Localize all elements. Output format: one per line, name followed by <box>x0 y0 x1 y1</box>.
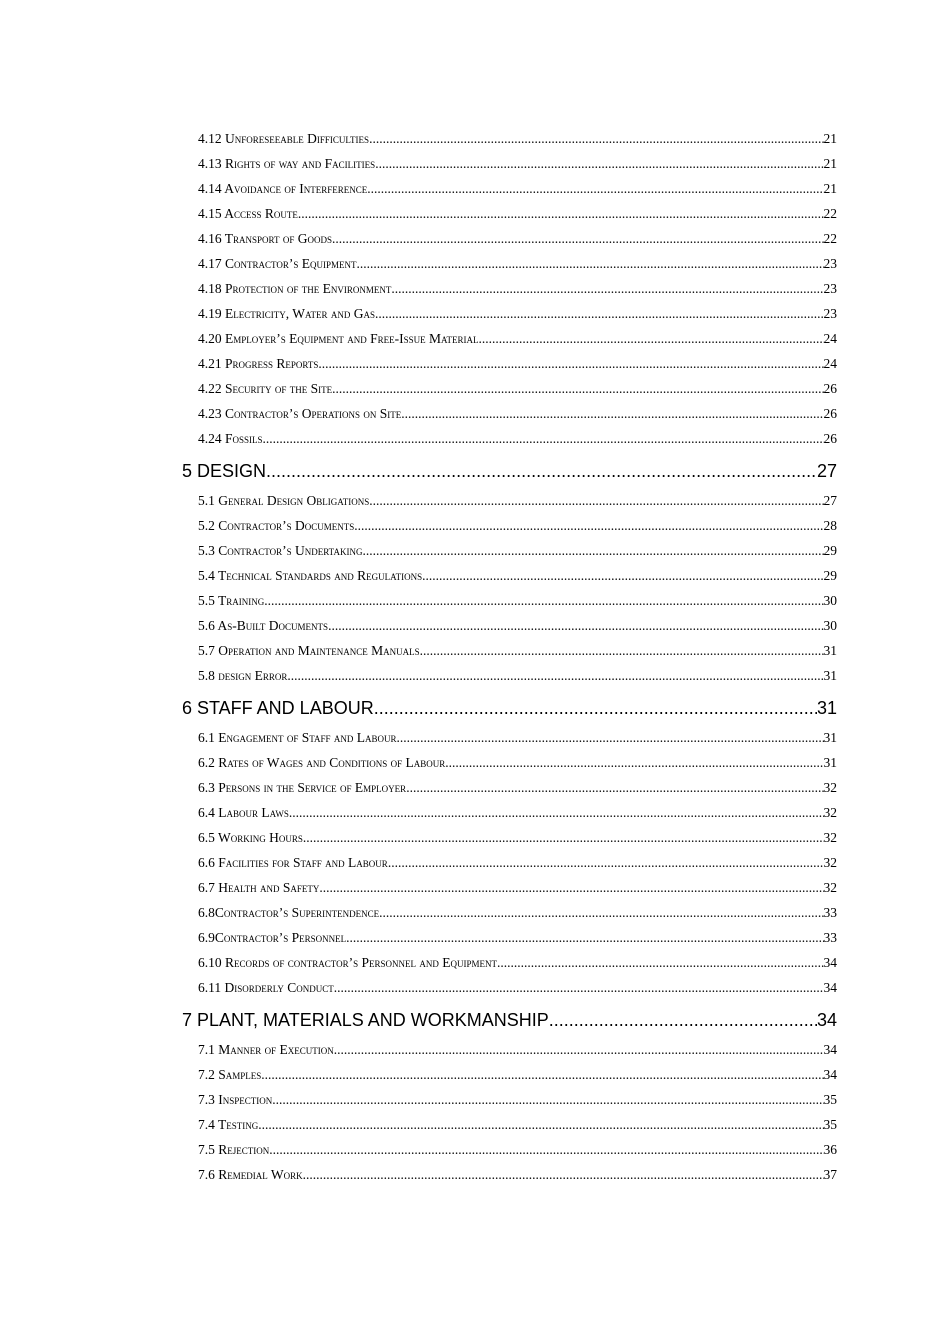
toc-entry-page-number: 27 <box>823 493 837 508</box>
dot-leader <box>401 401 823 426</box>
dot-leader <box>445 750 823 775</box>
toc-chapter-entry[interactable] <box>182 691 837 725</box>
toc-section-entry[interactable] <box>182 638 837 663</box>
toc-entry-title: 7 PLANT, MATERIALS AND WORKMANSHIP <box>182 1010 549 1030</box>
toc-entry-page-number: 29 <box>823 543 837 558</box>
toc-entry-title: 5.1 General Design Obligations <box>198 493 370 508</box>
toc-entry-page-number: 37 <box>823 1167 837 1182</box>
dot-leader <box>318 351 823 376</box>
dot-leader <box>319 875 823 900</box>
toc-entry-page-number: 26 <box>823 406 837 421</box>
dot-leader <box>379 900 823 925</box>
toc-entry-title: 4.18 Protection of the Environment <box>198 281 392 296</box>
toc-entry-page-number: 36 <box>823 1142 837 1157</box>
toc-section-entry[interactable] <box>182 850 837 875</box>
dot-leader <box>406 775 823 800</box>
toc-entry-title: 5.5 Training <box>198 593 265 608</box>
dot-leader <box>362 538 823 563</box>
dot-leader <box>287 663 823 688</box>
dot-leader <box>334 975 824 1000</box>
dot-leader <box>264 588 823 613</box>
toc-entry-title: 4.14 Avoidance of Interference <box>198 181 368 196</box>
toc-entry-page-number: 30 <box>823 593 837 608</box>
toc-entry-title: 4.16 Transport of Goods <box>198 231 332 246</box>
toc-entry-title: 6.2 Rates of Wages and Conditions of Labour <box>198 755 446 770</box>
toc-section-entry[interactable] <box>182 251 837 276</box>
toc-section-entry[interactable] <box>182 1087 837 1112</box>
toc-section-entry[interactable] <box>182 226 837 251</box>
toc-entry-title: 7.3 Inspection <box>198 1092 273 1107</box>
toc-entry-page-number: 26 <box>823 431 837 446</box>
toc-entry-title: 5.8 design Error <box>198 668 288 683</box>
toc-entry-page-number: 22 <box>823 231 837 246</box>
dot-leader <box>263 426 824 451</box>
toc-entry-title: 5.2 Contractor’s Documents <box>198 518 355 533</box>
dot-leader <box>369 488 823 513</box>
toc-entry-title: 7.2 Samples <box>198 1067 262 1082</box>
toc-section-entry[interactable] <box>182 1112 837 1137</box>
dot-leader <box>422 563 823 588</box>
toc-entry-title: 4.15 Access Route <box>198 206 298 221</box>
toc-entry-page-number: 23 <box>823 306 837 321</box>
toc-entry-page-number: 34 <box>816 1010 837 1030</box>
dot-leader <box>303 825 824 850</box>
toc-entry-title: 6 STAFF AND LABOUR <box>182 698 374 718</box>
toc-section-entry[interactable] <box>182 538 837 563</box>
toc-entry-page-number: 32 <box>823 855 837 870</box>
toc-entry-title: 6.11 Disorderly Conduct <box>198 980 334 995</box>
toc-entry-title: 4.20 Employer’s Equipment and Free-Issue Material <box>198 331 479 346</box>
toc-entry-title: 4.19 Electricity, Water and Gas <box>198 306 375 321</box>
dot-leader <box>334 1037 824 1062</box>
toc-entry-page-number: 21 <box>823 156 837 171</box>
toc-section-entry[interactable] <box>182 488 837 513</box>
toc-section-entry[interactable] <box>182 426 837 451</box>
toc-entry-page-number: 31 <box>823 668 837 683</box>
toc-entry-title: 6.10 Records of contractor’s Personnel and Equipment <box>198 955 497 970</box>
toc-entry-title: 5 DESIGN <box>182 461 267 481</box>
dot-leader <box>369 126 823 151</box>
toc-section-entry[interactable] <box>182 1137 837 1162</box>
table-of-contents <box>182 126 837 1187</box>
toc-entry-page-number: 32 <box>823 780 837 795</box>
toc-section-entry[interactable] <box>182 1037 837 1062</box>
toc-entry-title: 4.17 Contractor’s Equipment <box>198 256 357 271</box>
dot-leader <box>298 201 824 226</box>
toc-entry-page-number: 22 <box>823 206 837 221</box>
toc-entry-page-number: 24 <box>823 331 837 346</box>
dot-leader <box>272 1087 823 1112</box>
toc-entry-page-number: 31 <box>816 698 837 718</box>
toc-entry-title: 4.21 Progress Reports <box>198 356 319 371</box>
toc-entry-title: 7.4 Testing <box>198 1117 259 1132</box>
toc-section-entry[interactable] <box>182 950 837 975</box>
toc-chapter-entry[interactable] <box>182 454 837 488</box>
toc-section-entry[interactable] <box>182 326 837 351</box>
toc-entry-page-number: 35 <box>823 1117 837 1132</box>
toc-entry-title: 5.6 As-Built Documents <box>198 618 329 633</box>
dot-leader <box>289 800 824 825</box>
toc-entry-title: 6.7 Health and Safety <box>198 880 320 895</box>
dot-leader <box>354 513 823 538</box>
toc-section-entry[interactable] <box>182 126 837 151</box>
toc-section-entry[interactable] <box>182 900 837 925</box>
toc-entry-title: 6.8Contractor’s Superintendence <box>198 905 380 920</box>
toc-section-entry[interactable] <box>182 301 837 326</box>
toc-section-entry[interactable] <box>182 925 837 950</box>
toc-section-entry[interactable] <box>182 376 837 401</box>
toc-entry-page-number: 24 <box>823 356 837 371</box>
dot-leader <box>388 850 824 875</box>
dot-leader <box>346 925 823 950</box>
toc-entry-page-number: 21 <box>823 131 837 146</box>
toc-section-entry[interactable] <box>182 563 837 588</box>
dot-leader <box>375 301 824 326</box>
dot-leader <box>356 251 823 276</box>
toc-entry-page-number: 23 <box>823 256 837 271</box>
toc-section-entry[interactable] <box>182 351 837 376</box>
toc-entry-page-number: 32 <box>823 830 837 845</box>
toc-section-entry[interactable] <box>182 513 837 538</box>
toc-entry-title: 5.3 Contractor’s Undertaking <box>198 543 363 558</box>
dot-leader <box>261 1062 823 1087</box>
toc-entry-page-number: 31 <box>823 730 837 745</box>
dot-leader <box>375 151 823 176</box>
dot-leader <box>367 176 823 201</box>
toc-section-entry[interactable] <box>182 176 837 201</box>
dot-leader <box>269 1137 823 1162</box>
toc-entry-page-number: 27 <box>816 461 837 481</box>
toc-entry-title: 6.3 Persons in the Service of Employer <box>198 780 407 795</box>
dot-leader <box>391 276 823 301</box>
dot-leader <box>549 1003 817 1037</box>
toc-entry-page-number: 34 <box>823 1067 837 1082</box>
toc-entry-title: 4.22 Security of the Site <box>198 381 333 396</box>
dot-leader <box>420 638 824 663</box>
toc-section-entry[interactable] <box>182 588 837 613</box>
dot-leader <box>497 950 824 975</box>
dot-leader <box>328 613 823 638</box>
toc-section-entry[interactable] <box>182 201 837 226</box>
dot-leader <box>332 226 824 251</box>
toc-entry-page-number: 34 <box>823 1042 837 1057</box>
toc-entry-page-number: 35 <box>823 1092 837 1107</box>
toc-section-entry[interactable] <box>182 975 837 1000</box>
toc-section-entry[interactable] <box>182 613 837 638</box>
toc-section-entry[interactable] <box>182 401 837 426</box>
toc-entry-title: 6.4 Labour Laws <box>198 805 289 820</box>
toc-entry-title: 6.6 Facilities for Staff and Labour <box>198 855 388 870</box>
toc-entry-title: 7.1 Manner of Execution <box>198 1042 334 1057</box>
toc-entry-title: 4.24 Fossils <box>198 431 263 446</box>
toc-section-entry[interactable] <box>182 151 837 176</box>
toc-section-entry[interactable] <box>182 825 837 850</box>
toc-entry-page-number: 33 <box>823 905 837 920</box>
toc-entry-page-number: 28 <box>823 518 837 533</box>
toc-entry-page-number: 30 <box>823 618 837 633</box>
toc-entry-page-number: 26 <box>823 381 837 396</box>
toc-section-entry[interactable] <box>182 775 837 800</box>
toc-section-entry[interactable] <box>182 1062 837 1087</box>
toc-entry-title: 7.6 Remedial Work <box>198 1167 303 1182</box>
toc-entry-page-number: 34 <box>823 980 837 995</box>
toc-entry-title: 4.13 Rights of way and Facilities <box>198 156 376 171</box>
toc-entry-page-number: 34 <box>823 955 837 970</box>
dot-leader <box>303 1162 824 1187</box>
toc-section-entry[interactable] <box>182 725 837 750</box>
toc-entry-title: 4.23 Contractor’s Operations on Site <box>198 406 402 421</box>
toc-entry-page-number: 32 <box>823 805 837 820</box>
dot-leader <box>479 326 824 351</box>
toc-entry-title: 6.9Contractor’s Personnel <box>198 930 347 945</box>
toc-entry-page-number: 33 <box>823 930 837 945</box>
toc-section-entry[interactable] <box>182 750 837 775</box>
toc-entry-page-number: 21 <box>823 181 837 196</box>
toc-section-entry[interactable] <box>182 800 837 825</box>
toc-entry-title: 5.4 Technical Standards and Regulations <box>198 568 423 583</box>
dot-leader <box>258 1112 823 1137</box>
toc-entry-title: 5.7 Operation and Maintenance Manuals <box>198 643 420 658</box>
toc-entry-title: 7.5 Rejection <box>198 1142 270 1157</box>
toc-section-entry[interactable] <box>182 875 837 900</box>
toc-chapter-entry[interactable] <box>182 1003 837 1037</box>
toc-section-entry[interactable] <box>182 1162 837 1187</box>
toc-entry-page-number: 23 <box>823 281 837 296</box>
toc-entry-title: 4.12 Unforeseeable Difficulties <box>198 131 370 146</box>
toc-entry-title: 6.1 Engagement of Staff and Labour <box>198 730 397 745</box>
toc-section-entry[interactable] <box>182 663 837 688</box>
toc-entry-page-number: 32 <box>823 880 837 895</box>
toc-entry-page-number: 31 <box>823 755 837 770</box>
toc-section-entry[interactable] <box>182 276 837 301</box>
toc-entry-page-number: 31 <box>823 643 837 658</box>
toc-entry-page-number: 29 <box>823 568 837 583</box>
dot-leader <box>397 725 824 750</box>
dot-leader <box>266 454 817 488</box>
dot-leader <box>374 691 817 725</box>
toc-entry-title: 6.5 Working Hours <box>198 830 303 845</box>
dot-leader <box>332 376 823 401</box>
